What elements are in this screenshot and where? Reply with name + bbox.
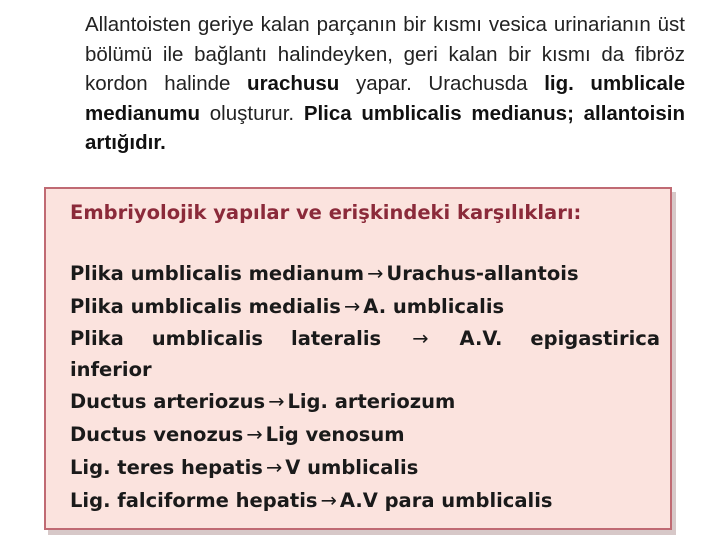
item-right: V umblicalis — [285, 456, 419, 479]
arrow-icon: → — [367, 262, 384, 285]
arrow-icon: → — [246, 423, 263, 446]
item-left: Plika umblicalis medialis — [70, 295, 341, 318]
intro-paragraph — [85, 10, 685, 158]
arrow-icon: → — [265, 456, 283, 479]
item-right: A.V. epigastirica — [459, 327, 660, 350]
arrow-icon: → — [412, 327, 429, 350]
arrow-icon: → — [268, 390, 285, 413]
arrow-icon: → — [320, 489, 337, 512]
item-right: Urachus-allantois — [386, 262, 579, 285]
embryology-box — [44, 187, 672, 530]
item-right: Lig venosum — [265, 423, 405, 446]
list-item — [70, 257, 660, 290]
item-line — [70, 323, 660, 354]
list-item — [70, 323, 660, 385]
correspondence-list — [70, 257, 660, 517]
list-item — [70, 418, 660, 451]
list-item — [70, 290, 660, 323]
arrow-icon: → — [343, 295, 361, 318]
intro-bold-plica: Plica umblicalis medianus; allantoisin artığıdır. — [85, 101, 685, 154]
intro-text-3: oluşturur. — [200, 101, 304, 125]
item-right: A. umblicalis — [363, 295, 505, 318]
item-right: A.V para umblicalis — [339, 489, 553, 512]
intro-text-1: Allantoisten geriye kalan parçanın bir kısmı vesica urinarianın üst bölümü ile bağlantı halindeyken, geri kalan bir kısmı da fibröz kordon halinde — [85, 13, 685, 95]
item-left: Ductus venozus — [70, 423, 244, 446]
item-left: Lig. falciforme hepatis — [70, 489, 318, 512]
list-item — [70, 484, 660, 517]
item-right: Lig. arteriozum — [287, 390, 456, 413]
item-right-continued: inferior — [70, 358, 152, 381]
item-left: Lig. teres hepatis — [70, 456, 263, 479]
intro-text-2: yapar. Urachusda — [339, 72, 545, 95]
item-left: Ductus arteriozus — [70, 390, 266, 413]
item-left: Plika umblicalis medianum — [70, 262, 365, 285]
item-left: Plika umblicalis lateralis — [70, 327, 382, 350]
box-title: Embriyolojik yapılar ve erişkindeki karşılıkları: — [70, 201, 582, 224]
intro-bold-lig: lig. umblicale medianumu — [85, 72, 685, 125]
intro-bold-urachusu: urachusu — [247, 72, 340, 95]
list-item — [70, 385, 660, 418]
list-item — [70, 451, 660, 484]
